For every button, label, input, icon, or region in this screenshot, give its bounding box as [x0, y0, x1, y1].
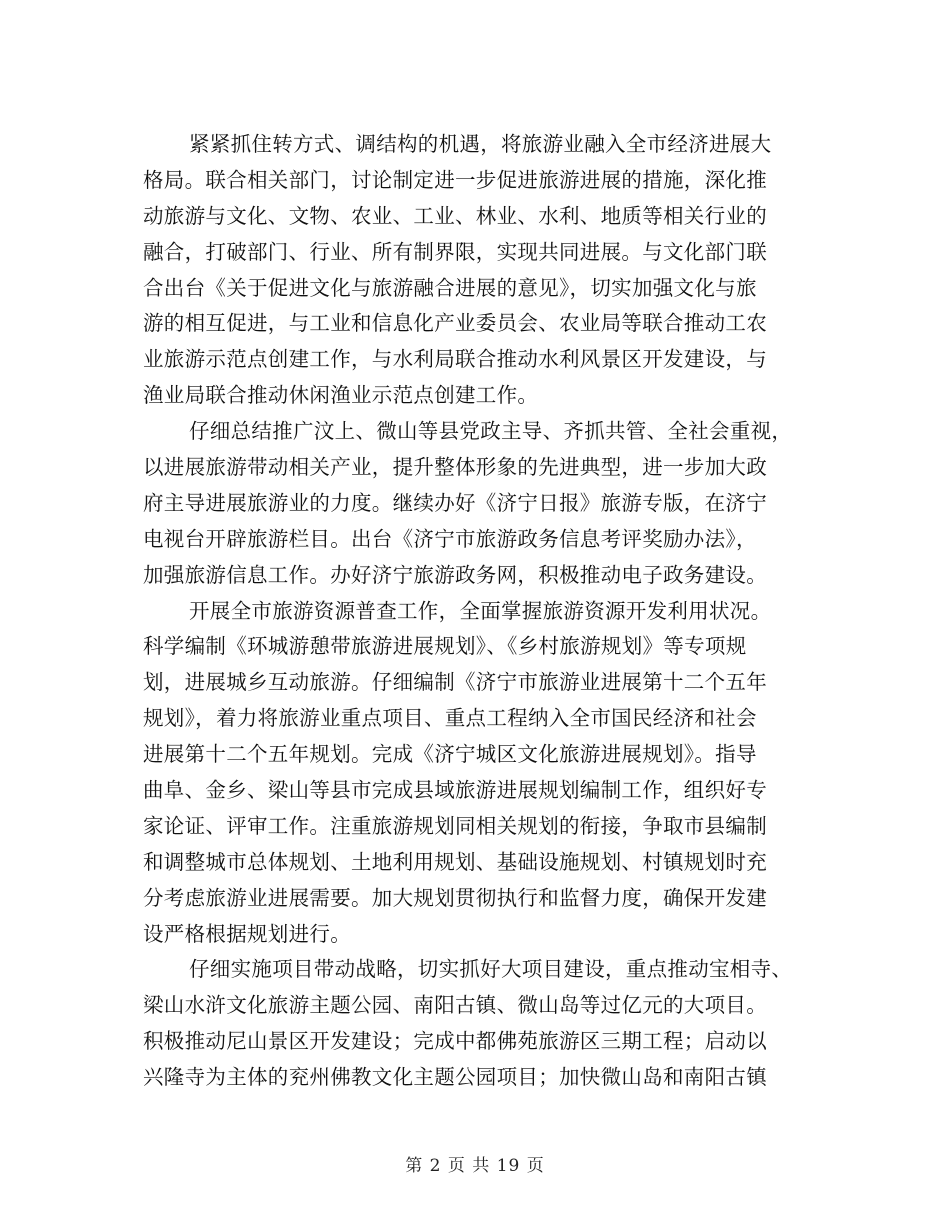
text-line: 格局。联合相关部门，讨论制定进一步促进旅游进展的措施，深化推: [143, 167, 767, 192]
text-line: 游的相互促进，与工业和信息化产业委员会、农业局等联合推动工农: [143, 311, 767, 336]
text-line: 电视台开辟旅游栏目。出台《济宁市旅游政务信息考评奖励办法》，: [143, 526, 757, 551]
text-line: 家论证、评审工作。注重旅游规划同相关规划的衔接，争取市县编制: [143, 813, 767, 838]
text-line: 和调整城市总体规划、土地利用规划、基础设施规划、村镇规划时充: [143, 849, 767, 874]
text-line: 渔业局联合推动休闲渔业示范点创建工作。: [143, 383, 539, 408]
text-line: 府主导进展旅游业的力度。继续办好《济宁日报》旅游专版，在济宁: [143, 490, 767, 515]
text-line: 梁山水浒文化旅游主题公园、南阳古镇、微山岛等过亿元的大项目。: [143, 993, 767, 1018]
paragraph-2: [143, 414, 808, 593]
text-line: 曲阜、金乡、梁山等县市完成县域旅游进展规划编制工作，组织好专: [143, 778, 767, 803]
text-line: 划，进展城乡互动旅游。仔细编制《济宁市旅游业进展第十二个五年: [143, 670, 767, 695]
text-line: 规划》，着力将旅游业重点项目、重点工程纳入全市国民经济和社会: [143, 706, 757, 731]
text-line: 积极推动尼山景区开发建设；完成中都佛苑旅游区三期工程；启动以: [143, 1029, 767, 1054]
text-line: 融合，打破部门、行业、所有制界限，实现共同进展。与文化部门联: [143, 239, 767, 264]
text-line: 设严格根据规划进行。: [143, 921, 351, 946]
paragraph-4: [143, 952, 808, 1096]
text-line: 动旅游与文化、文物、农业、工业、林业、水利、地质等相关行业的: [143, 203, 767, 228]
text-line: 合出台《关于促进文化与旅游融合进展的意见》，切实加强文化与旅: [143, 275, 757, 300]
text-line: 分考虑旅游业进展需要。加大规划贯彻执行和监督力度，确保开发建: [143, 885, 767, 910]
text-line: 仔细总结推广汶上、微山等县党政主导、齐抓共管、全社会重视，: [189, 419, 793, 444]
text-line: 业旅游示范点创建工作，与水利局联合推动水利风景区开发建设，与: [143, 347, 767, 372]
text-line: 兴隆寺为主体的兖州佛教文化主题公园项目；加快微山岛和南阳古镇: [143, 1065, 767, 1090]
paragraph-3: [143, 594, 808, 953]
text-line: 进展第十二个五年规划。完成《济宁城区文化旅游进展规划》。指导: [143, 742, 757, 767]
text-line: 开展全市旅游资源普查工作，全面掌握旅游资源开发利用状况。: [189, 598, 772, 623]
text-line: 紧紧抓住转方式、调结构的机遇，将旅游业融入全市经济进展大: [189, 132, 772, 156]
text-line: 仔细实施项目带动战略，切实抓好大项目建设，重点推动宝相寺、: [189, 957, 793, 982]
text-line: 以进展旅游带动相关产业，提升整体形象的先进典型，进一步加大政: [143, 455, 767, 480]
paragraph-1: [143, 127, 808, 414]
text-line: 加强旅游信息工作。办好济宁旅游政务网，积极推动电子政务建设。: [143, 562, 767, 587]
text-line: 科学编制《环城游憩带旅游进展规划》、《乡村旅游规划》等专项规: [143, 634, 747, 659]
document-body: [143, 127, 808, 1096]
page-number-footer: 第 2 页 共 19 页: [405, 1156, 545, 1176]
